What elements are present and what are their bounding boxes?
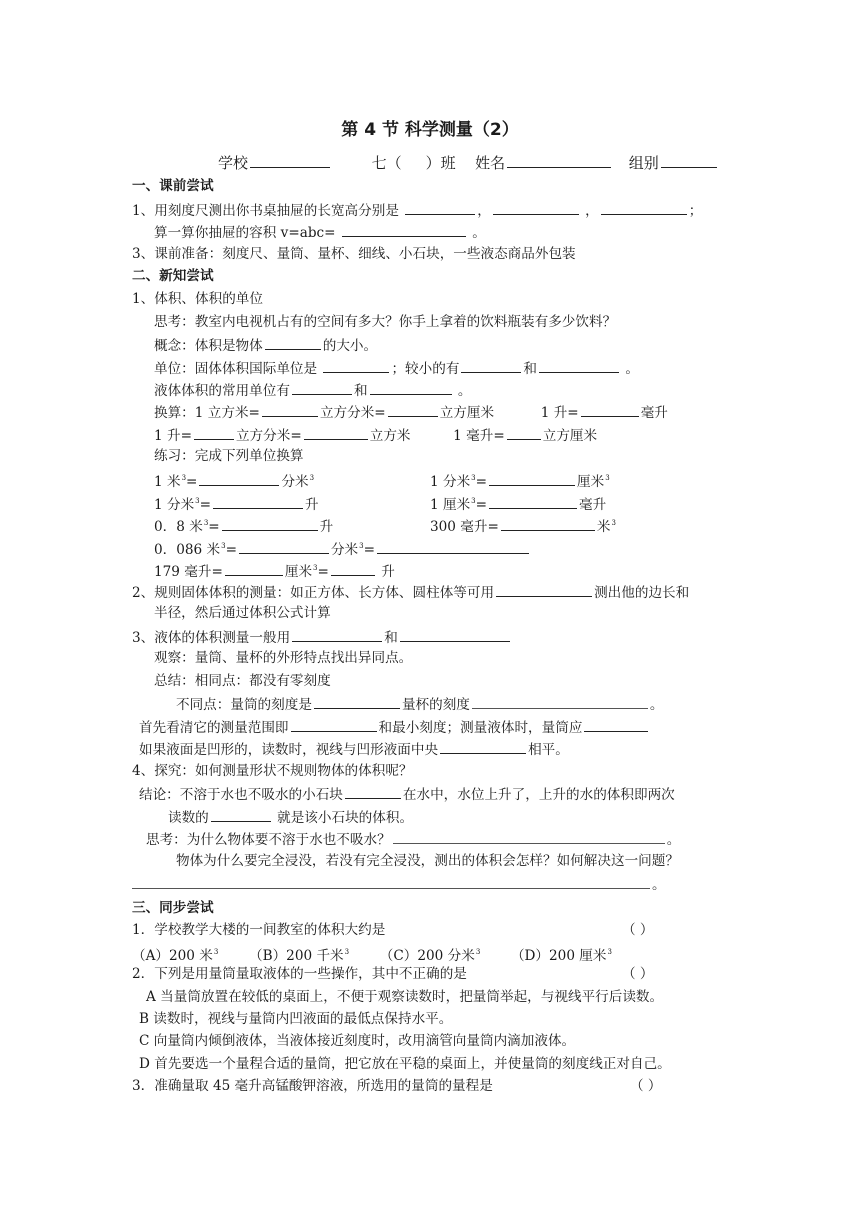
practice-row-5 (154, 558, 395, 582)
first-text-b: 和最小刻度；测量液体时，量筒应 (378, 720, 583, 736)
superscript-3: 3 (344, 948, 350, 956)
equals: = (225, 542, 237, 558)
name-blank[interactable] (507, 152, 611, 168)
liquid-unit-blank-2[interactable] (370, 379, 452, 395)
conv-text-c: 立方厘米 (439, 405, 495, 421)
beaker-scale-blank[interactable] (472, 693, 648, 709)
s2-think2-line (146, 828, 680, 850)
equals: = (317, 564, 329, 580)
s1-q1-line: 1、用刻度尺测出你书桌抽屉的长宽高分别是 ， ， ； (132, 199, 702, 221)
s1-q1b-line (154, 221, 486, 243)
superscript-3: 3 (195, 497, 200, 505)
placement-blank[interactable] (584, 716, 648, 732)
superscript-3: 3 (213, 948, 219, 956)
p2-right-unit: 毫升 (579, 497, 607, 513)
p4-label: 0．086 米 (154, 542, 221, 558)
concave-blank[interactable] (440, 738, 526, 754)
s2-think-text: 思考：教室内电视机占有的空间有多大？你手上拿着的饮料瓶装有多少饮料？ (154, 314, 617, 330)
p5-unit: 厘米 (284, 564, 313, 580)
s2-observe-text: 观察：量筒、量杯的外形特点找出异同点。 (154, 650, 413, 666)
s2-concave-line (139, 738, 569, 760)
period: 。 (457, 383, 472, 399)
concave-text: 如果液面是凹形的，读数时，视线与凹形液面中央 (139, 742, 439, 758)
first-text: 首先看清它的测量范围即 (139, 720, 289, 736)
equals: = (208, 519, 220, 535)
equals: = (186, 474, 198, 490)
p1-left-blank[interactable] (199, 470, 279, 486)
q2-option-b[interactable]: B 读数时，视线与量筒内凹液面的最低点保持水平。 (139, 1011, 453, 1027)
superscript-3: 3 (605, 474, 610, 482)
group-label: 组别 (628, 154, 659, 172)
unit-and: 和 (523, 361, 538, 377)
difference-text: 不同点：量筒的刻度是 (176, 697, 312, 713)
regular-solid-tool-blank[interactable] (496, 581, 592, 597)
superscript-3: 3 (611, 519, 616, 527)
superscript-3: 3 (471, 474, 476, 482)
conclusion-blank-2[interactable] (211, 806, 271, 822)
si-unit-blank[interactable] (323, 357, 389, 373)
regular-solid-text: 2、规则固体体积的测量：如正方体、长方体、圆柱体等可用 (132, 585, 495, 601)
q2-option-a[interactable]: A 当量筒放置在较低的桌面上，不便于观察读数时，把量筒举起，与视线平行后读数。 (146, 989, 664, 1005)
superscript-3: 3 (203, 519, 209, 527)
small-unit-blank-2[interactable] (539, 357, 619, 373)
conv-text-b: 立方分米= (319, 405, 386, 421)
s3-q1-options (132, 942, 612, 966)
s2-think3-text: 物体为什么要完全浸没，若没有完全浸没，测出的体积会怎样？如何解决这一问题？ (176, 853, 679, 869)
p1-left-unit: 分米 (281, 474, 309, 490)
p3-right-unit: 米 (596, 519, 611, 535)
practice-row-1-left (154, 468, 314, 492)
s3-q3-answer-paren[interactable]: （ ） (630, 1078, 662, 1094)
period: 。 (625, 361, 639, 377)
s2-item4-title: 4、探究：如何测量形状不规则物体的体积呢？ (132, 763, 413, 779)
s2-conclusion-line (139, 783, 675, 805)
p1-right-unit: 厘米 (577, 474, 605, 490)
conclusion-text-b: 在水中，水位上升了，上升的水的体积即两次 (402, 787, 675, 803)
conclusion-blank-1[interactable] (345, 783, 401, 799)
s3-q1-text: 1．学校教学大楼的一间教室的体积大约是 (132, 922, 386, 938)
section1-heading: 一、课前尝试 (132, 178, 214, 194)
cylinder-scale-blank[interactable] (314, 693, 400, 709)
q1-option-b[interactable]: （B）200 千米 (249, 948, 344, 964)
p1-right-label: 1 分米 (430, 474, 471, 490)
superscript-3: 3 (359, 542, 364, 550)
conv-text-d: 1 升= (540, 405, 579, 421)
s2-think3-answer-line (132, 873, 666, 895)
q2-option-d[interactable]: D 首先要选一个量程合适的量筒，把它放在平稳的桌面上，并使量筒的刻度线正对自己。 (139, 1056, 671, 1072)
practice-row-4 (154, 536, 531, 560)
s1-q1-text: 1、用刻度尺测出你书桌抽屉的长宽高分别是 (132, 203, 399, 219)
superscript-3: 3 (221, 542, 226, 550)
s2-practice-text: 练习：完成下列单位换算 (154, 448, 304, 464)
q2-option-c[interactable]: C 向量筒内倾倒液体，当液体接近刻度时，改用滴管向量筒内滴加液体。 (139, 1033, 576, 1049)
conv2-text-a: 1 升= (154, 428, 192, 444)
p5-blank-2[interactable] (331, 560, 375, 576)
student-info-line (218, 152, 719, 173)
p3-left-unit: 升 (319, 519, 334, 535)
p5-blank-1[interactable] (225, 560, 283, 576)
page-title: 第 4 节 科学测量（2） (341, 120, 519, 140)
conv2-blank-1[interactable] (194, 424, 234, 440)
practice-row-3-left (154, 513, 333, 537)
p2-right-blank[interactable] (489, 493, 577, 509)
s1-q3-text: 3、课前准备：刻度尺、量筒、量杯、细线、小石块，一些液态商品外包装 (132, 246, 576, 262)
p2-left-label: 1 分米 (154, 497, 195, 513)
period: 。 (649, 697, 664, 713)
p1-right-blank[interactable] (489, 470, 575, 486)
s1-height-blank[interactable] (601, 199, 687, 215)
practice-row-3-right (430, 513, 616, 537)
s2-item2-cont: 半径，然后通过体积公式计算 (154, 605, 331, 621)
period: 。 (652, 877, 666, 893)
equals: = (363, 542, 376, 558)
concept-blank[interactable] (265, 334, 321, 350)
range-blank[interactable] (291, 716, 377, 732)
s2-conversion-line-1 (154, 401, 668, 423)
p3-left-label: 0．8 米 (154, 519, 203, 535)
s2-conclusion-cont (168, 806, 413, 828)
conv2-blank-2[interactable] (304, 424, 368, 440)
p1-left-label: 1 米 (154, 474, 181, 490)
s3-q1-answer-paren[interactable]: （ ） (622, 922, 654, 938)
s3-q2-text: 2．下列是用量筒量取液体的一些操作，其中不正确的是 (132, 966, 467, 982)
think2-blank[interactable] (393, 828, 665, 844)
s2-conversion-line-2 (154, 424, 597, 446)
conv-text-e: 毫升 (640, 405, 668, 421)
equals: = (475, 474, 488, 490)
section3-heading: 三、同步尝试 (132, 900, 214, 916)
superscript-3: 3 (607, 948, 612, 956)
s2-item2-line (132, 581, 689, 603)
conclusion-text-c: 读数的 (168, 810, 209, 826)
period: 。 (472, 225, 486, 241)
conv-blank-3[interactable] (581, 401, 639, 417)
p4-unit: 分米 (330, 542, 359, 558)
q1-option-d[interactable]: （D）200 厘米 (510, 948, 607, 964)
liquid-tool-blank-2[interactable] (400, 626, 510, 642)
conv2-blank-3[interactable] (507, 424, 541, 440)
conv2-text-b: 立方分米= (235, 428, 302, 444)
q1-option-c[interactable]: （C）200 分米 (379, 948, 475, 964)
conv2-text-d: 1 毫升= (453, 428, 505, 444)
conv-text-a: 换算：1 立方米= (154, 405, 260, 421)
p3-left-blank[interactable] (222, 515, 318, 531)
practice-row-2-left (154, 491, 319, 515)
liquid-measure-text: 3、液体的体积测量一般用 (132, 630, 291, 646)
p3-right-label: 300 毫升= (430, 519, 499, 535)
s3-q3-text: 3．准确量取 45 毫升高锰酸钾溶液，所选用的量筒的量程是 (132, 1078, 493, 1094)
school-label: 学校 (218, 154, 249, 172)
s3-q2-answer-paren[interactable]: （ ） (622, 966, 654, 982)
s2-first-line (139, 716, 650, 738)
s2-unit-line (154, 357, 639, 379)
liquid-measure-and: 和 (384, 630, 398, 646)
superscript-3: 3 (313, 564, 318, 572)
s2-concept-line (154, 334, 377, 356)
unit-text-smaller: ；较小的有 (391, 361, 460, 377)
liquid-and: 和 (353, 383, 368, 399)
equals: = (475, 497, 488, 513)
small-unit-blank-1[interactable] (461, 357, 521, 373)
conclusion-text: 结论：不溶于水也不吸水的小石块 (139, 787, 343, 803)
unit-text: 单位：固体体积国际单位是 (154, 361, 318, 377)
s2-difference-line (176, 693, 664, 715)
liquid-tool-blank-1[interactable] (292, 626, 382, 642)
conv2-text-c: 立方米 (369, 428, 411, 444)
liquid-text: 液体体积的常用单位有 (154, 383, 290, 399)
period: 。 (666, 832, 681, 848)
class-label-suffix: ）班 (425, 154, 456, 172)
superscript-3: 3 (181, 474, 187, 482)
concept-text: 概念：体积是物体 (154, 338, 263, 354)
s2-item1-title: 1、体积、体积的单位 (132, 291, 263, 307)
superscript-3: 3 (309, 474, 315, 482)
p4-blank-2[interactable] (377, 538, 529, 554)
s2-summary-text: 总结：相同点：都没有零刻度 (154, 673, 331, 689)
conv2-text-e: 立方厘米 (542, 428, 598, 444)
p5-unit-liter: 升 (381, 564, 395, 580)
practice-row-1-right (430, 468, 610, 492)
p2-left-unit: 升 (305, 497, 319, 513)
p5-label: 179 毫升= (154, 564, 223, 580)
concept-text-end: 的大小。 (322, 338, 378, 354)
conv-blank-2[interactable] (388, 401, 438, 417)
s1-width-blank[interactable] (493, 199, 579, 215)
q1-option-a[interactable]: （A）200 米 (132, 948, 213, 964)
name-label: 姓名 (475, 154, 506, 172)
concave-text-b: 相平。 (528, 742, 569, 758)
practice-row-2-right (430, 491, 606, 515)
conv-blank-1[interactable] (262, 401, 318, 417)
group-blank[interactable] (661, 152, 717, 168)
equals: = (199, 497, 212, 513)
class-label-prefix: 七（ (371, 154, 402, 172)
p4-blank-1[interactable] (239, 538, 329, 554)
s1-volume-text: 算一算你抽屉的容积 v=abc= (154, 225, 336, 241)
section2-heading: 二、新知尝试 (132, 268, 214, 284)
regular-solid-text-b: 测出他的边长和 (594, 585, 690, 601)
s2-item3-line (132, 626, 512, 648)
conclusion-text-d: 就是该小石块的体积。 (277, 810, 414, 826)
s1-length-blank[interactable] (405, 199, 475, 215)
s1-volume-blank[interactable] (342, 221, 466, 237)
think2-text: 思考：为什么物体要不溶于水也不吸水？ (146, 832, 391, 848)
superscript-3: 3 (475, 948, 481, 956)
s2-liquid-line (154, 379, 471, 401)
p2-right-label: 1 厘米 (430, 497, 471, 513)
liquid-unit-blank-1[interactable] (292, 379, 352, 395)
difference-text-b: 量杯的刻度 (401, 697, 470, 713)
think3-blank[interactable] (132, 873, 650, 889)
superscript-3: 3 (471, 497, 476, 505)
p3-right-blank[interactable] (501, 515, 595, 531)
p2-left-blank[interactable] (213, 493, 303, 509)
school-blank[interactable] (250, 152, 330, 168)
